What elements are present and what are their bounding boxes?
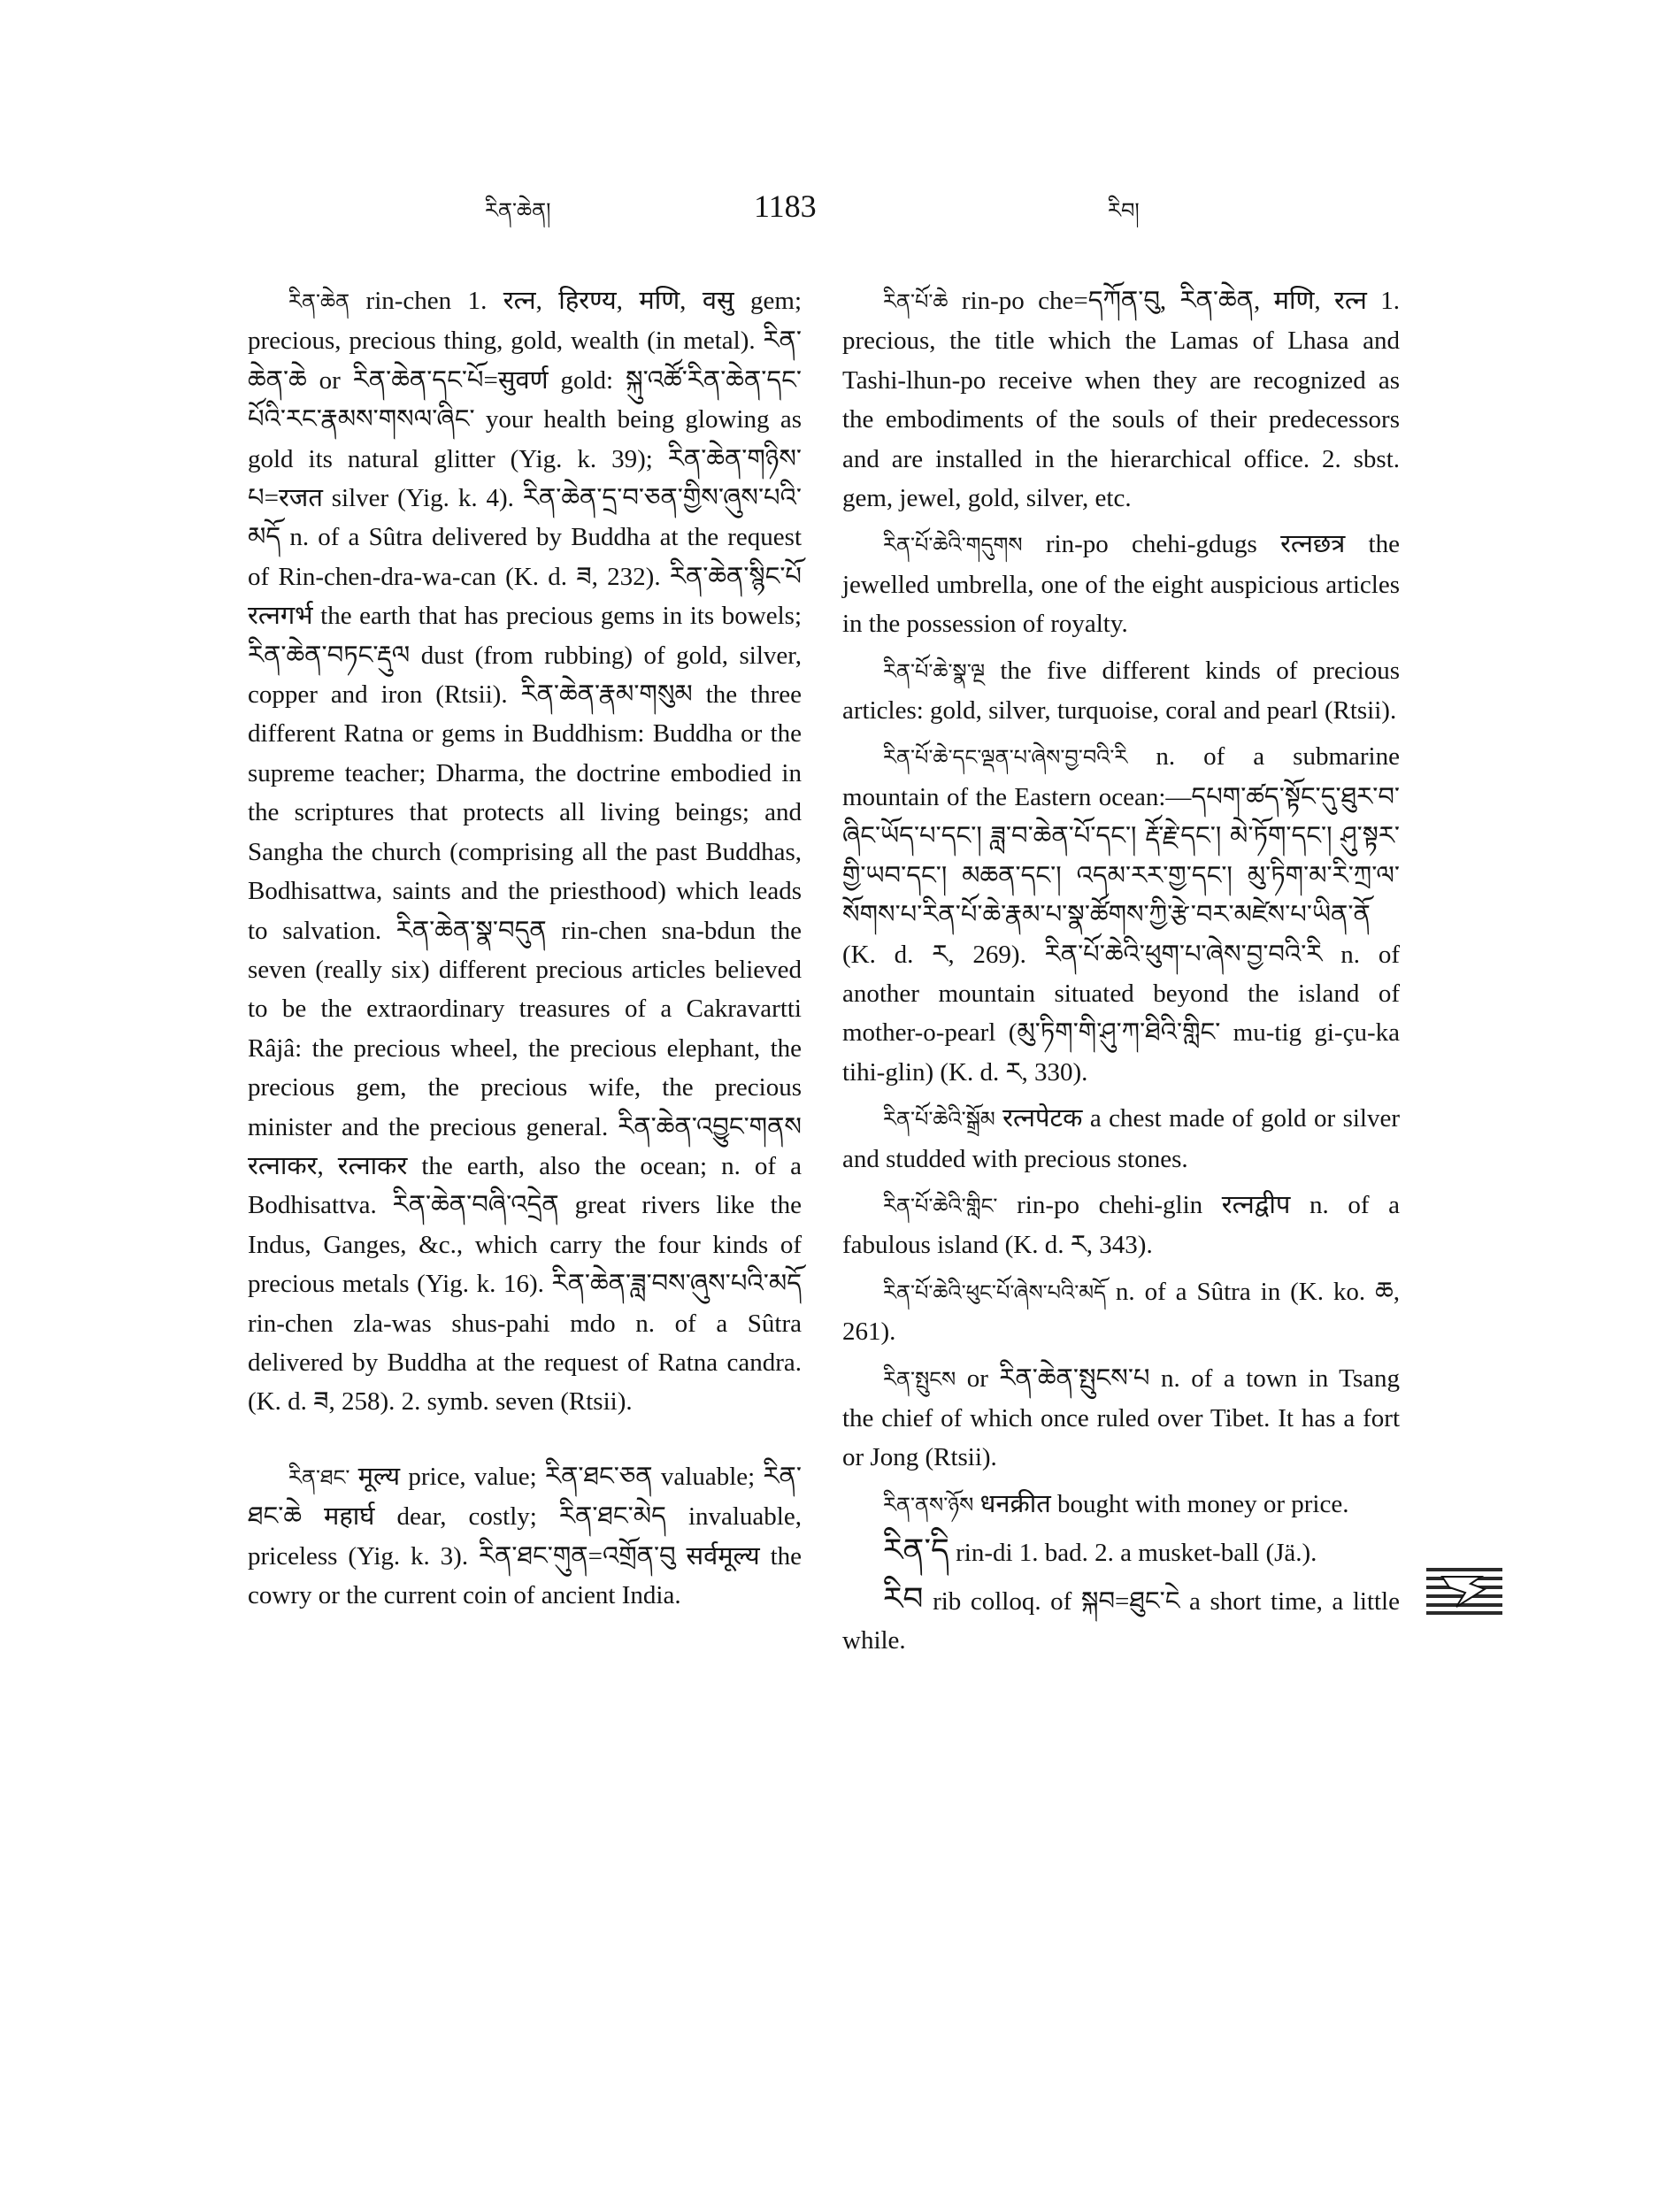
- header-right-guideword: རིབ།: [1108, 198, 1140, 223]
- entry-rin-spungs: [842, 1359, 1400, 1478]
- entry-body: मूल्य price, value; རིན་ཐང་ཅན valuable; རིན་ཐང་ཆེ महार्घ dear, costly; རིན་ཐང་མེད invaluable, priceless (Yig. k. 3). རིན་ཐང་གུན=འགྲོན་བུ सर्वमूल्य the cowry or the current coin of ancient India.: [248, 1462, 802, 1609]
- entry-headword: རིན་པོ་ཆེའི་ཕུང་པོ་ཞེས་པའི་མདོ: [883, 1279, 1106, 1305]
- entry-headword: རིན་དི: [883, 1532, 949, 1570]
- right-column: [842, 281, 1400, 1660]
- entry-body: the five different kinds of precious articles: gold, silver, turquoise, coral and pearl (Rtsii).: [842, 656, 1400, 726]
- entry-rin-thang: [248, 1457, 802, 1616]
- entry-headword: རིན་ཆེན: [288, 289, 350, 314]
- thumb-index-tab-icon: [1426, 1566, 1502, 1616]
- entry-body: रत्नपेटक a chest made of gold or silver and studded with precious stones.: [842, 1104, 1400, 1173]
- entry-rin-po-chehi-glin: [842, 1186, 1400, 1265]
- header-left-guideword: རིན་ཆེན།: [485, 198, 551, 223]
- entry-headword: རིབ: [883, 1580, 924, 1617]
- entry-headword: རིན་ཐང་: [288, 1464, 350, 1490]
- entry-rin-di: [842, 1532, 1400, 1572]
- entry-rin-chen: [248, 281, 802, 1422]
- entry-rib: [842, 1580, 1400, 1661]
- entry-rin-po-chehi-gdugs: [842, 525, 1400, 643]
- entry-body: rin-po chehi-gdugs रत्नछत्र the jewelled umbrella, one of the eight auspicious articles in the possession of royalty.: [842, 530, 1400, 639]
- entry-rin-po-che: [842, 281, 1400, 518]
- entry-rin-nas-nyos: [842, 1485, 1400, 1525]
- entry-body: rin-po chehi-glin रत्नद्वीप n. of a fabulous island (K. d. ར, 343).: [842, 1190, 1400, 1260]
- entry-body: rin-chen 1. रत्न, हिरण्य, मणि, वसु gem; precious, precious thing, gold, wealth (in metal). རིན་ཆེན་ཆེ or རིན་ཆེན་དང་པོ=सुवर्ण gold: སྐུ་འཚོ་རིན་ཆེན་དང་པོའི་རང་རྣམས་གསལ་ཞིང་ your health being glowing as gold its natural glitter (Yig. k. 39); རིན་ཆེན་གཉིས་པ=रजत silver (Yig. k. 4). རིན་ཆེན་དྲ་བ་ཅན་གྱིས་ཞུས་པའི་མདོ n. of a Sûtra delivered by Buddha at the request of Rin-chen-dra-wa-can (K. d. ཟ, 232). རིན་ཆེན་སྙིང་པོ रत्नगर्भ the earth that has precious gems in its bowels; རིན་ཆེན་བཏང་རྡུལ dust (from rubbing) of gold, silver, copper and iron (Rtsii). རིན་ཆེན་རྣམ་གསུམ the three different Ratna or gems in Buddhism: Buddha or the supreme teacher; Dharma, the doctrine embodied in the scriptures that protects all living beings; and Sangha the church (comprising all the past Buddhas, Bodhisattwa, saints and the priesthood) which leads to salvation. རིན་ཆེན་སྣ་བདུན rin-chen sna-bdun the seven (really six) different precious articles believed to be the extraordinary treasures of a Cakravartti Râjâ: the precious wheel, the precious elephant, the precious gem, the precious wife, the precious minister and the precious general. རིན་ཆེན་འབྱུང་གནས रत्नाकर, रत्नाकर the earth, also the ocean; n. of a Bodhisattva. རིན་ཆེན་བཞི་འདྲེན great rivers like the Indus, Ganges, &c., which carry the four kinds of precious metals (Yig. k. 16). རིན་ཆེན་ཟླ་བས་ཞུས་པའི་མདོ rin-chen zla-was shus-pahi mdo n. of a Sûtra delivered by Buddha at the request of Ratna candra. (K. d. ཟ, 258). 2. symb. seven (Rtsii).: [248, 287, 802, 1417]
- entry-body: धनक्रीत bought with money or price.: [973, 1489, 1349, 1518]
- entry-body: rib colloq. of སྐབ=ཐུང་ངེ a short time, a little while.: [842, 1586, 1400, 1655]
- entry-rin-po-chehi-sgrom: [842, 1099, 1400, 1179]
- left-column: [248, 281, 802, 1615]
- entry-body: n. of a submarine mountain of the Eastern ocean:—དཔག་ཚད་སྟོང་དུ་ཐུར་བ་ཞིང་ཡོད་པ་དང་། ཟླ་བ་ཆེན་པོ་དང་། རྡོ་རྗེ་དང་། མེ་ཏོག་དང་། ཤུ་སྟར་གྱི་ཡབ་དང་། མཆན་དང་། འདམ་རར་གྱ་དང་། མུ་ཏིག་མ་རི་ཀྲ་ལ་སོགས་པ་རིན་པོ་ཆེ་རྣམ་པ་སྣ་ཚོགས་ཀྱི་རྩེ་བར་མཛེས་པ་ཡིན་ནོ (K. d. ར, 269). རིན་པོ་ཆེའི་ཕུག་པ་ཞེས་བྱ་བའི་རི n. of another mountain situated beyond the island of mother-o-pearl (མུ་ཏིག་གི་ཤུ་ཀ་ཐིའི་གླིང་ mu-tig gi-çu-ka tihi-glin) (K. d. ར, 330).: [842, 742, 1400, 1087]
- entry-body: n. of a Sûtra in (K. ko. ཆ, 261).: [842, 1277, 1400, 1347]
- entry-headword: རིན་པོ་ཆེ་དང་ལྡན་པ་ཞེས་བྱ་བའི་རི: [883, 745, 1128, 771]
- entry-body: rin-po che=དཀོན་བུ, རིན་ཆེན, मणि, रत्न 1. precious, the title which the Lamas of Lhasa and Tashi-lhun-po receive when they are recognized as the embodiments of the souls of their predecessors and are installed in the hierarchical office. 2. sbst. gem, jewel, gold, silver, etc.: [842, 287, 1400, 513]
- entry-headword: རིན་པོ་ཆེའི་གདུགས: [883, 533, 1023, 558]
- entry-headword: རིན་པོ་ཆེ་སྣ་ལྔ: [883, 658, 986, 684]
- entry-sutra-phung-po: [842, 1272, 1400, 1352]
- entry-headword: རིན་སྤུངས: [883, 1366, 956, 1392]
- entry-submarine-mountain: [842, 737, 1400, 1092]
- entry-body: or རིན་ཆེན་སྤུངས་པ n. of a town in Tsang the chief of which once ruled over Tibet. It has a fort or Jong (Rtsii).: [842, 1363, 1400, 1472]
- entry-headword: རིན་པོ་ཆེ: [883, 289, 949, 314]
- entry-headword: རིན་ནས་ཉོས: [883, 1492, 974, 1517]
- entry-headword: རིན་པོ་ཆེའི་སྒྲོམ: [883, 1107, 995, 1133]
- entry-rin-po-che-sna-lnga: [842, 651, 1400, 731]
- entry-body: rin-di 1. bad. 2. a musket-ball (Jä.).: [949, 1539, 1317, 1568]
- page-number: 1183: [754, 188, 817, 224]
- entry-headword: རིན་པོ་ཆེའི་གླིང་: [883, 1193, 998, 1218]
- page-header: [0, 188, 1659, 241]
